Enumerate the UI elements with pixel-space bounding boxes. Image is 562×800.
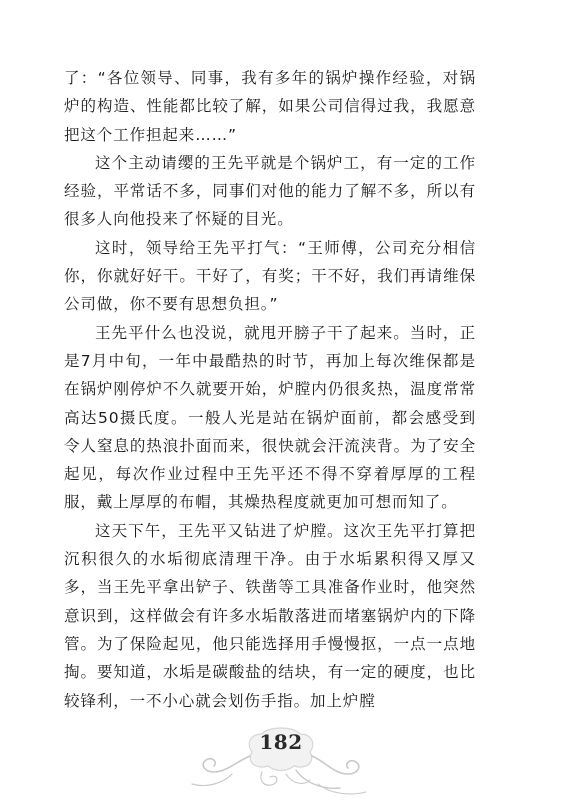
paragraph-continuation: 了：“各位领导、同事，我有多年的锅炉操作经验，对锅炉的构造、性能都比较了解，如果公司信得过我，我愿意把这个工作担起来……” <box>64 69 476 144</box>
paragraph: 这时，领导给王先平打气：“王师傅，公司充分相信你，你就好好干。干好了，有奖；干不好，我们再请维保公司做，你不要有思想负担。” <box>64 238 476 314</box>
page-footer <box>0 722 562 800</box>
page-number: 182 <box>259 730 303 754</box>
paragraph: 王先平什么也没说，就甩开膀子干了起来。当时，正是7月中旬，一年中最酷热的时节，再加上每次维保都是在锅炉刚停炉不久就要开始，炉膛内仍很炙热，温度常常高达50摄氏度。一般人光是站在锅炉面前，都会感受到令人窒息的热浪扑面而来，很快就会汗流浃背。为了安全起见，每次作业过程中王先平还不得不穿着厚厚的工程服，戴上厚厚的布帽，其燥热程度就更加可想而知了。 <box>64 323 476 512</box>
paragraph: 这天下午，王先平又钻进了炉膛。这次王先平打算把沉积很久的水垢彻底清理干净。由于水垢累积得又厚又多，当王先平拿出铲子、铁凿等工具准备作业时，他突然意识到，这样做会有许多水垢散落进而堵塞锅炉内的下降管。为了保险起见，他只能选择用手慢慢抠，一点一点地掏。要知道，水垢是碳酸盐的结块，有一定的硬度，也比较锋利，一不小心就会划伤手指。加上炉膛 <box>64 521 476 710</box>
paragraph: 这个主动请缨的王先平就是个锅炉工，有一定的工作经验，平常话不多，同事们对他的能力了解不多，所以有很多人向他投来了怀疑的目光。 <box>64 153 476 229</box>
page-body-text <box>64 64 476 715</box>
